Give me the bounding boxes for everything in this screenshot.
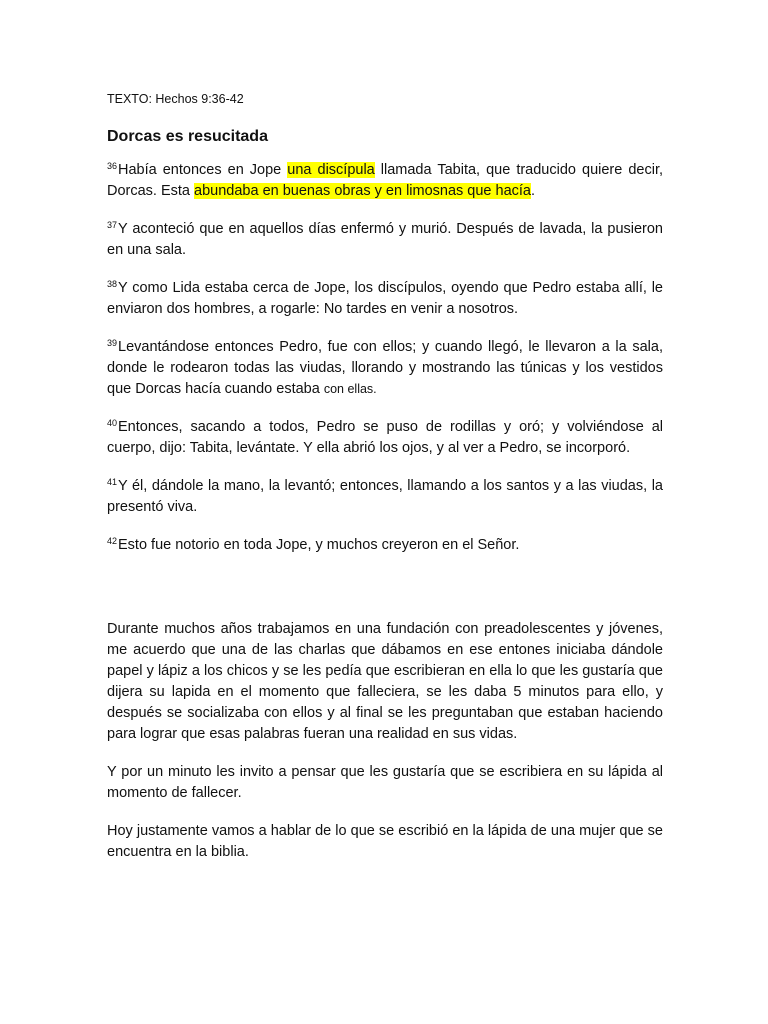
verse-42 [107,535,663,556]
verse-number: 37 [107,220,118,230]
verse-text-small: con ellas. [323,382,377,396]
body-paragraph: Durante muchos años trabajamos en una fundación con preadolescentes y jóvenes, me acuerdo que una de las charlas que dábamos en ese entones iniciaba dándole papel y lápiz a los chicos y se les pedía que escribieran en ella lo que les gustaría que dijera su lapida en el momento que falleciera, se les daba 5 minutos para ello, y después se socializaba con ellos y al final se les preguntaban que estaban haciendo para lograr que esas palabras fueran una realidad en sus vidas. [107,621,663,742]
verse-text: llamada Tabita, que traducido quiere decir, Dorcas. Esta [107,162,664,199]
highlighted-text: una discípula [287,162,375,178]
verse-text: Y él, dándole la mano, la levantó; entonces, llamando a los santos y a las viudas, la presentó viva. [107,478,663,515]
verse-number: 42 [107,536,118,546]
body-paragraph: Hoy justamente vamos a hablar de lo que se escribió en la lápida de una mujer que se encuentra en la biblia. [107,823,663,860]
verse-text: Levantándose entonces Pedro, fue con ellos; y cuando llegó, le llevaron a la sala, donde le rodearon todas las viudas, llorando y mostrando las túnicas y los vestidos que Dorcas hacía cuando estaba [107,339,663,397]
verse-number: 40 [107,418,118,428]
verse-text: Y aconteció que en aquellos días enfermó y murió. Después de lavada, la pusieron en una sala. [107,221,663,258]
verse-number: 39 [107,338,118,348]
verse-36 [107,160,663,202]
verse-39 [107,337,663,400]
scripture-reference: TEXTO: Hechos 9:36-42 [107,92,244,106]
verse-number: 38 [107,279,118,289]
verse-text: Y como Lida estaba cerca de Jope, los discípulos, oyendo que Pedro estaba allí, le enviaron dos hombres, a rogarle: No tardes en venir a nosotros. [107,280,663,317]
body-paragraph: Y por un minuto les invito a pensar que les gustaría que se escribiera en su lápida al momento de fallecer. [107,764,663,801]
document-title: Dorcas es resucitada [107,128,268,145]
verse-text: . [531,183,536,199]
verse-41 [107,476,663,518]
verse-37 [107,219,663,261]
verse-text: Había entonces en Jope [118,162,288,178]
verse-text: Entonces, sacando a todos, Pedro se puso de rodillas y oró; y volviéndose al cuerpo, dijo: Tabita, levántate. Y ella abrió los ojos, y al ver a Pedro, se incorporó. [107,419,663,456]
verse-text: Esto fue notorio en toda Jope, y muchos creyeron en el Señor. [118,537,520,553]
verse-40 [107,417,663,459]
verse-38 [107,278,663,320]
document-content [107,92,663,880]
section-spacer [107,573,663,619]
verse-number: 41 [107,477,118,487]
highlighted-text: abundaba en buenas obras y en limosnas que hacía [194,183,532,199]
verse-number: 36 [107,161,118,171]
